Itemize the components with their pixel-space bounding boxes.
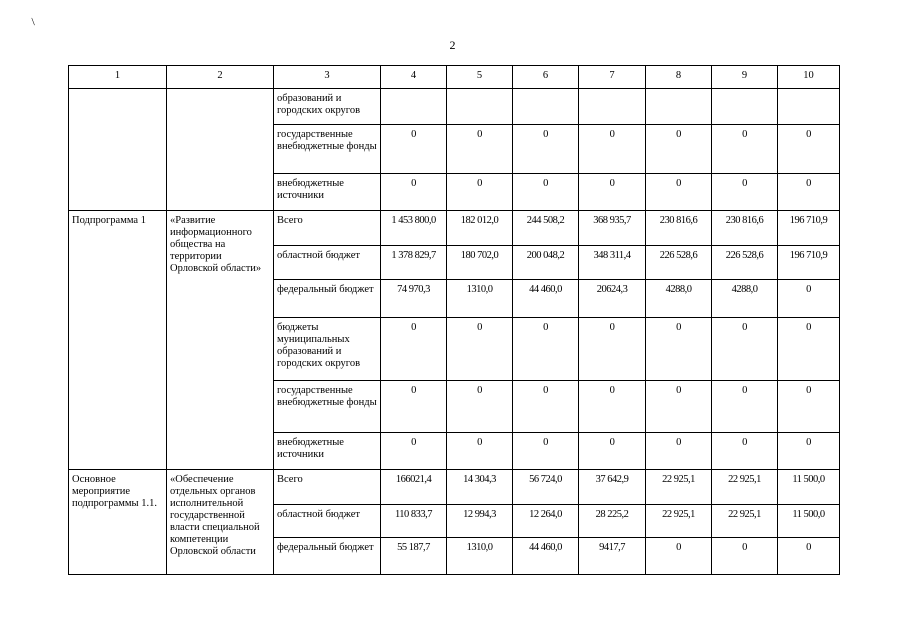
table-row <box>69 211 840 246</box>
value-cell: 11 500,0 <box>778 470 840 505</box>
value-cell: 22 925,1 <box>646 505 712 538</box>
program-cell <box>69 89 167 211</box>
funding-source-cell: Всего <box>274 211 381 246</box>
value-cell: 22 925,1 <box>712 505 778 538</box>
value-cell: 0 <box>778 280 840 318</box>
value-cell: 196 710,9 <box>778 211 840 246</box>
column-header: 1 <box>69 66 167 89</box>
page-number: 2 <box>449 38 456 52</box>
value-cell: 0 <box>447 433 513 470</box>
value-cell: 0 <box>712 381 778 433</box>
funding-source-cell: внебюджетные источники <box>274 433 381 470</box>
value-cell: 0 <box>646 318 712 381</box>
value-cell: 74 970,3 <box>381 280 447 318</box>
funding-source-cell: государственные внебюджетные фонды <box>274 125 381 174</box>
value-cell: 196 710,9 <box>778 246 840 280</box>
column-header: 8 <box>646 66 712 89</box>
value-cell: 0 <box>513 433 579 470</box>
header-row <box>69 66 840 89</box>
value-cell: 37 642,9 <box>579 470 646 505</box>
value-cell <box>447 89 513 125</box>
value-cell: 0 <box>712 538 778 575</box>
value-cell: 0 <box>381 125 447 174</box>
value-cell: 0 <box>381 433 447 470</box>
value-cell: 368 935,7 <box>579 211 646 246</box>
value-cell: 0 <box>646 381 712 433</box>
value-cell <box>579 89 646 125</box>
table-row <box>69 89 840 125</box>
value-cell: 0 <box>381 174 447 211</box>
value-cell: 0 <box>778 318 840 381</box>
program-cell: Подпрограмма 1 <box>69 211 167 470</box>
program-cell: Основное мероприятие подпрограммы 1.1. <box>69 470 167 575</box>
program-name-cell <box>167 89 274 211</box>
value-cell: 0 <box>447 318 513 381</box>
funding-source-cell: внебюджетные источники <box>274 174 381 211</box>
column-header: 3 <box>274 66 381 89</box>
value-cell: 28 225,2 <box>579 505 646 538</box>
value-cell: 22 925,1 <box>712 470 778 505</box>
column-header: 6 <box>513 66 579 89</box>
value-cell: 0 <box>712 125 778 174</box>
value-cell: 0 <box>447 381 513 433</box>
value-cell: 0 <box>778 174 840 211</box>
value-cell: 12 994,3 <box>447 505 513 538</box>
value-cell: 11 500,0 <box>778 505 840 538</box>
funding-source-cell: федеральный бюджет <box>274 538 381 575</box>
program-name-cell: «Обеспечение отдельных органов исполнительной государственной власти специальной компетенции Орловской области <box>167 470 274 575</box>
value-cell: 200 048,2 <box>513 246 579 280</box>
value-cell: 20624,3 <box>579 280 646 318</box>
value-cell: 0 <box>712 318 778 381</box>
funding-source-cell: образований и городских округов <box>274 89 381 125</box>
value-cell: 0 <box>513 125 579 174</box>
budget-table <box>68 65 840 575</box>
value-cell <box>778 89 840 125</box>
value-cell: 44 460,0 <box>513 280 579 318</box>
value-cell: 4288,0 <box>712 280 778 318</box>
value-cell: 0 <box>447 125 513 174</box>
value-cell: 0 <box>579 381 646 433</box>
funding-source-cell: областной бюджет <box>274 246 381 280</box>
value-cell <box>381 89 447 125</box>
value-cell: 12 264,0 <box>513 505 579 538</box>
funding-source-cell: бюджеты муниципальных образований и городских округов <box>274 318 381 381</box>
value-cell: 0 <box>579 125 646 174</box>
value-cell: 180 702,0 <box>447 246 513 280</box>
value-cell: 226 528,6 <box>712 246 778 280</box>
funding-source-cell: федеральный бюджет <box>274 280 381 318</box>
value-cell: 44 460,0 <box>513 538 579 575</box>
value-cell: 230 816,6 <box>712 211 778 246</box>
value-cell <box>513 89 579 125</box>
value-cell: 0 <box>513 174 579 211</box>
value-cell: 4288,0 <box>646 280 712 318</box>
column-header: 7 <box>579 66 646 89</box>
value-cell: 22 925,1 <box>646 470 712 505</box>
value-cell: 166021,4 <box>381 470 447 505</box>
value-cell: 0 <box>646 125 712 174</box>
column-header: 5 <box>447 66 513 89</box>
value-cell: 1310,0 <box>447 538 513 575</box>
value-cell <box>712 89 778 125</box>
value-cell: 0 <box>381 318 447 381</box>
value-cell: 0 <box>646 174 712 211</box>
value-cell: 0 <box>579 174 646 211</box>
value-cell: 56 724,0 <box>513 470 579 505</box>
value-cell: 226 528,6 <box>646 246 712 280</box>
value-cell: 0 <box>579 433 646 470</box>
value-cell <box>646 89 712 125</box>
column-header: 4 <box>381 66 447 89</box>
column-header: 10 <box>778 66 840 89</box>
value-cell: 0 <box>778 538 840 575</box>
value-cell: 14 304,3 <box>447 470 513 505</box>
value-cell: 0 <box>778 125 840 174</box>
value-cell: 55 187,7 <box>381 538 447 575</box>
value-cell: 0 <box>447 174 513 211</box>
value-cell: 182 012,0 <box>447 211 513 246</box>
funding-source-cell: областной бюджет <box>274 505 381 538</box>
value-cell: 0 <box>712 174 778 211</box>
value-cell: 1 453 800,0 <box>381 211 447 246</box>
value-cell: 0 <box>712 433 778 470</box>
column-header: 2 <box>167 66 274 89</box>
value-cell: 0 <box>778 381 840 433</box>
value-cell: 0 <box>646 433 712 470</box>
value-cell: 348 311,4 <box>579 246 646 280</box>
value-cell: 0 <box>778 433 840 470</box>
value-cell: 244 508,2 <box>513 211 579 246</box>
value-cell: 0 <box>513 318 579 381</box>
funding-source-cell: государственные внебюджетные фонды <box>274 381 381 433</box>
pen-mark: / <box>28 16 39 28</box>
value-cell: 0 <box>646 538 712 575</box>
value-cell: 110 833,7 <box>381 505 447 538</box>
funding-source-cell: Всего <box>274 470 381 505</box>
program-name-cell: «Развитие информационного общества на территории Орловской области» <box>167 211 274 470</box>
value-cell: 230 816,6 <box>646 211 712 246</box>
table-row <box>69 470 840 505</box>
value-cell: 0 <box>381 381 447 433</box>
value-cell: 1310,0 <box>447 280 513 318</box>
column-header: 9 <box>712 66 778 89</box>
value-cell: 9417,7 <box>579 538 646 575</box>
value-cell: 1 378 829,7 <box>381 246 447 280</box>
value-cell: 0 <box>513 381 579 433</box>
value-cell: 0 <box>579 318 646 381</box>
